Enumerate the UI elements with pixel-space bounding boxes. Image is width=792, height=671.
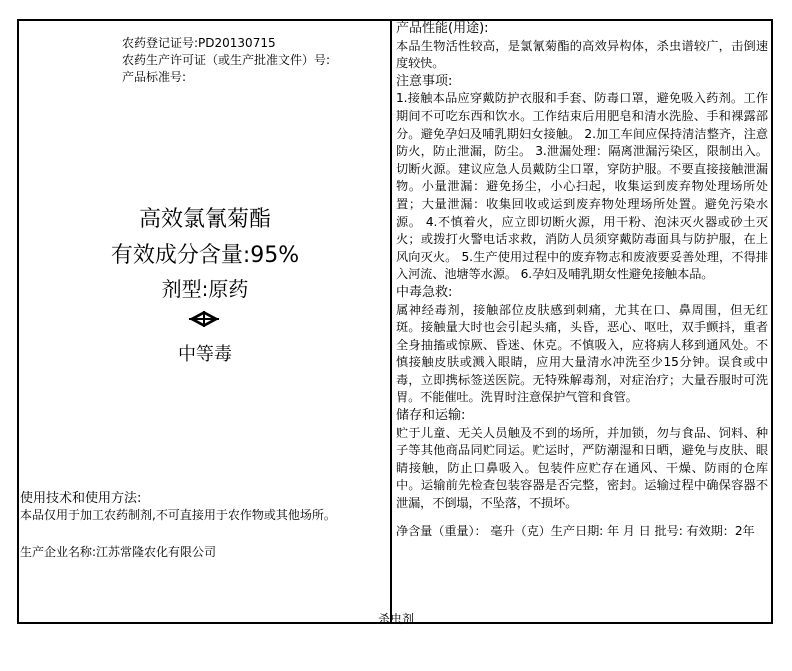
column-divider [390, 19, 392, 624]
usage-text: 本品仅用于加工农药制剂,不可直接用于农作物或其他场所。 [20, 508, 336, 522]
section-body-precautions: 1.接触本品应穿戴防护衣服和手套、防毒口罩，避免吸入药剂。工作期间不可吃东西和饮水。工作结束后用肥皂和清水洗脸、手和裸露部分。避免孕妇及哺乳期妇女接触。 2.加工车间应保持清洁整齐，注意防火，防止泄漏，防尘。 3.泄漏处理：隔离泄漏污染区，限制出入。切断火源。建议应急人员戴防尘口罩，穿防护服。不要直接接触泄漏物。小量泄漏：避免扬尘，小心扫起，收集运到废弃物处理场所处置；大量泄漏：收集回收或运到废弃物处理场所处置。避免污染水源。 4.不慎着火，应立即切断火源，用干粉、泡沫灭火器或砂土灭火；或拨打火警电话求救，消防人员须穿戴防毒面具与防护服，在上风向灭火。 5.生产使用过程中的废弃物志和废液要妥善处理，不得排入河流、池塘等水源。 6.孕妇及哺乳期女性避免接触本品。 [396, 91, 768, 282]
usage-title: 使用技术和使用方法: [20, 491, 142, 506]
section-body-storage: 贮于儿童、无关人员触及不到的场所，并加锁，勿与食品、饲料、种子等其他商品同贮同运。贮运时，严防潮湿和日晒，避免与皮肤、眼睛接触，防止口鼻吸入。包装件应贮存在通风、干燥、防雨的仓库中。运输前先检查包装容器是否完整，密封。运输过程中确保容器不泄漏，不倒塌，不坠落，不损坏。 [396, 425, 768, 511]
section-title-first-aid: 中毒急救: [396, 284, 453, 300]
toxicity-logo-icon [188, 310, 220, 328]
registration-number: 农药登记证号:PD20130715 [122, 36, 276, 50]
active-content: 有效成分含量:95% [110, 243, 300, 268]
section-title-precautions: 注意事项: [396, 73, 453, 89]
product-standard: 产品标准号: [122, 70, 187, 84]
section-body-performance: 本品生物活性较高，是氯氰菊酯的高效异构体，杀虫谱较广，击倒速度较快。 [396, 38, 768, 71]
net-content-info: 净含量（重量）： 毫升（克）生产日期: 年 月 日 批号: 有效期：2年 [396, 523, 755, 538]
manufacturer: 生产企业名称:江苏常隆农化有限公司 [20, 545, 217, 559]
section-title-storage: 储存和运输: [396, 408, 466, 424]
product-name: 高效氯氰菊酯 [138, 207, 271, 232]
section-body-first-aid: 属神经毒剂，接触部位皮肤感到刺痛，尤其在口、鼻周围，但无红斑。接触量大时也会引起头痛，头昏，恶心、呕吐，双手颤抖，重者全身抽搐或惊厥、昏迷、休克。不慎吸入，应将病人移到通风处。不慎接触皮肤或溅入眼睛，应用大量清水冲洗至少15分钟。误食或中毒，立即携标签送医院。无特殊解毒剂，对症治疗；大量吞服时可洗胃。不能催吐。洗胃时注意保护气管和食管。 [396, 302, 768, 405]
pesticide-category: 杀虫剂 [377, 612, 414, 626]
formulation: 剂型:原药 [161, 277, 249, 301]
production-license: 农药生产许可证（或生产批准文件）号: [122, 53, 331, 67]
right-column [396, 20, 768, 540]
section-title-performance: 产品性能(用途): [396, 21, 489, 36]
toxicity-level: 中等毒 [178, 344, 232, 365]
